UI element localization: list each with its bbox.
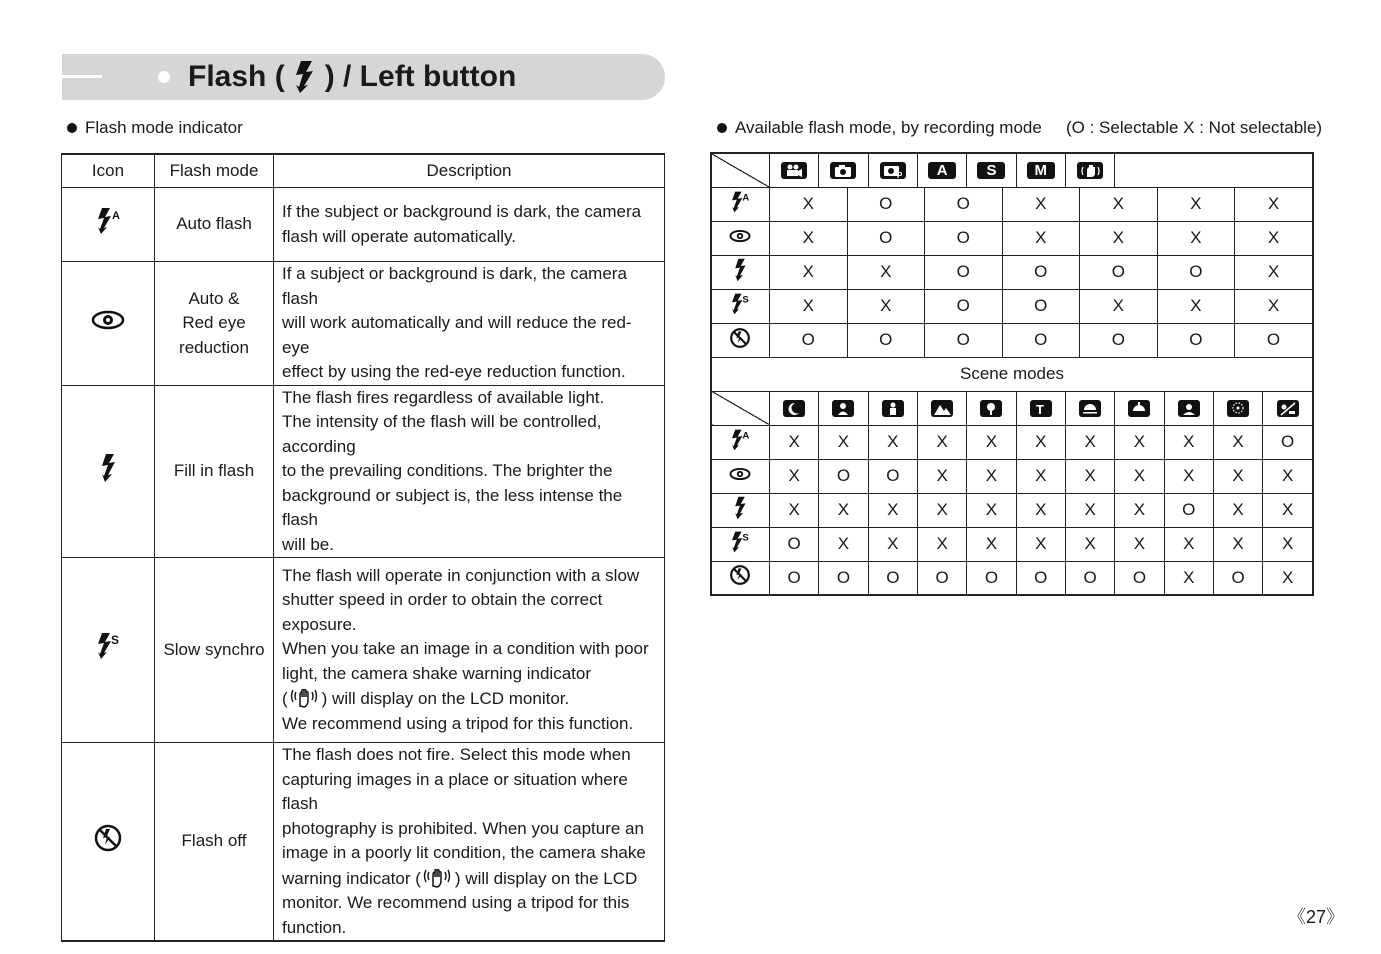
- availability-cell: X: [1213, 425, 1262, 459]
- availability-cell: X: [1263, 459, 1313, 493]
- camera-shake-icon: [290, 686, 320, 708]
- availability-cell: O: [1002, 289, 1080, 323]
- availability-cell: X: [1164, 425, 1213, 459]
- svg-text:S: S: [742, 293, 750, 305]
- scene-header-cell: [1164, 391, 1213, 425]
- header-dot: [158, 71, 170, 83]
- availability-cell: X: [1263, 527, 1313, 561]
- flash-mode-table: [61, 153, 665, 942]
- table-row: [62, 385, 665, 558]
- availability-cell: X: [847, 289, 925, 323]
- availability-cell: X: [1016, 425, 1065, 459]
- manual-mode-icon: M: [1027, 162, 1055, 179]
- scene-header-cell: [1213, 391, 1262, 425]
- availability-cell: O: [925, 289, 1003, 323]
- scene-header-cell: [868, 391, 917, 425]
- table-row: [711, 187, 1313, 221]
- scene-header-cell: [769, 391, 818, 425]
- fill-flash-icon: [732, 258, 748, 287]
- svg-text:A: A: [112, 209, 120, 222]
- mode-description: If the subject or background is dark, the camera flash will operate automatically.: [282, 202, 642, 246]
- title-suffix: ) / Left button: [324, 60, 517, 93]
- availability-cell: X: [1164, 527, 1213, 561]
- availability-cell: X: [1016, 527, 1065, 561]
- availability-cell: X: [868, 493, 917, 527]
- mode-description: The flash does not fire. Select this mode when capturing images in a place or situation where flash photography is prohibited. When you capture an image in a poorly lit condition, the camera shake warning indicator (: [282, 745, 646, 888]
- availability-cell: X: [1235, 289, 1313, 323]
- row-mode-cell: [155, 262, 274, 386]
- bullet-icon: [67, 123, 77, 133]
- scene-header-cell: [967, 391, 1016, 425]
- availability-cell: X: [769, 221, 847, 255]
- svg-text:S: S: [111, 633, 120, 648]
- table-row: [711, 493, 1313, 527]
- page-number: 《27》: [1288, 907, 1345, 927]
- row-desc-cell: [274, 262, 665, 386]
- beach-snow-icon: [1277, 400, 1299, 417]
- scene-header-cell: [1263, 391, 1313, 425]
- mode-description-cont: ) will display on the LCD monitor. We recommend using a tripod for this function.: [282, 689, 634, 733]
- availability-cell: X: [769, 425, 818, 459]
- children-icon: [882, 400, 904, 417]
- availability-cell: X: [819, 527, 868, 561]
- svg-text:A: A: [742, 191, 750, 203]
- availability-cell: X: [967, 459, 1016, 493]
- row-icon-cell: [711, 561, 769, 595]
- column-header-description: Description: [274, 154, 665, 188]
- corner-cell: [711, 153, 769, 187]
- availability-cell: X: [769, 187, 847, 221]
- available-modes-label-text: Available flash mode, by recording mode: [735, 118, 1042, 137]
- table-row: [62, 188, 665, 262]
- availability-cell: X: [769, 289, 847, 323]
- availability-cell: X: [917, 459, 966, 493]
- availability-cell: O: [1080, 323, 1158, 357]
- section-header: [62, 54, 665, 100]
- availability-cell: X: [1115, 459, 1164, 493]
- header-line: [62, 75, 102, 78]
- mode-description: If a subject or background is dark, the camera flash will work automatically and will reduce the red-eye effect by using the red-eye reduction function.: [282, 264, 632, 381]
- table-row: [711, 289, 1313, 323]
- availability-table: [710, 152, 1314, 596]
- column-header-mode: Flash mode: [155, 154, 274, 188]
- mode-header-camera: [819, 153, 868, 187]
- table-row: [711, 425, 1313, 459]
- scene-header-cell: [1016, 391, 1065, 425]
- landscape-icon: [931, 400, 953, 417]
- availability-cell: O: [847, 323, 925, 357]
- night-icon: [783, 400, 805, 417]
- camera-icon: [830, 162, 856, 179]
- row-icon-cell: [62, 558, 155, 743]
- page-title: [188, 58, 516, 96]
- table-row: [711, 221, 1313, 255]
- availability-cell: O: [1002, 323, 1080, 357]
- shutter-mode-icon: S: [977, 162, 1005, 179]
- mode-header-shutter: [967, 153, 1016, 187]
- mode-description: The flash will operate in conjunction with a slow shutter speed in order to obtain the correct exposure. When you take an image in a condition with poor light, the camera shake warning indicator (: [282, 565, 649, 709]
- availability-cell: O: [868, 459, 917, 493]
- availability-cell: X: [1213, 527, 1262, 561]
- dis-hand-icon: [1077, 162, 1103, 179]
- corner-cell: [711, 391, 769, 425]
- availability-cell: O: [769, 527, 818, 561]
- availability-cell: O: [1016, 561, 1065, 595]
- sunset-icon: [1079, 400, 1101, 417]
- availability-cell: X: [819, 425, 868, 459]
- availability-cell: O: [819, 459, 868, 493]
- availability-cell: X: [1164, 459, 1213, 493]
- flash-off-icon: [93, 823, 123, 853]
- row-icon-cell: [62, 385, 155, 558]
- availability-cell: X: [1115, 425, 1164, 459]
- recording-mode-header-row: [711, 153, 1313, 187]
- auto-flash-icon: [95, 206, 121, 236]
- row-icon-cell: [711, 527, 769, 561]
- availability-cell: O: [917, 561, 966, 595]
- mode-header-manual: [1016, 153, 1065, 187]
- mode-header-program: [868, 153, 917, 187]
- camera-shake-icon: [423, 866, 453, 888]
- mode-header-dis: [1065, 153, 1114, 187]
- selectable-legend-text: (O : Selectable X : Not selectable): [1066, 118, 1323, 137]
- availability-cell: O: [1157, 255, 1235, 289]
- fill-flash-icon: [98, 453, 118, 483]
- availability-cell: X: [1080, 221, 1158, 255]
- dawn-icon: [1128, 400, 1150, 417]
- availability-cell: X: [1235, 221, 1313, 255]
- slow-synchro-icon: [729, 292, 751, 321]
- scene-header-cell: [1115, 391, 1164, 425]
- availability-cell: O: [925, 187, 1003, 221]
- availability-cell: O: [769, 561, 818, 595]
- row-mode-cell: [155, 188, 274, 262]
- close-up-icon: [980, 400, 1002, 417]
- row-icon-cell: [711, 289, 769, 323]
- availability-cell: X: [868, 527, 917, 561]
- availability-cell: X: [917, 493, 966, 527]
- scene-modes-label: Scene modes: [711, 357, 1313, 391]
- table-row: [711, 527, 1313, 561]
- mode-header-aperture: [917, 153, 966, 187]
- row-icon-cell: [711, 187, 769, 221]
- availability-cell: O: [847, 187, 925, 221]
- availability-cell: O: [1157, 323, 1235, 357]
- flash-indicator-label: [67, 118, 243, 138]
- availability-cell: X: [917, 527, 966, 561]
- availability-cell: X: [1080, 289, 1158, 323]
- availability-cell: O: [847, 221, 925, 255]
- mode-label: Flash off: [181, 831, 247, 851]
- row-icon-cell: [62, 743, 155, 942]
- availability-cell: O: [1080, 255, 1158, 289]
- table-row: [62, 558, 665, 743]
- slow-synchro-icon: [729, 530, 751, 559]
- red-eye-icon: [729, 228, 751, 248]
- availability-cell: X: [1065, 527, 1114, 561]
- row-desc-cell: [274, 385, 665, 558]
- flash-icon: [293, 61, 317, 93]
- availability-cell: X: [1213, 459, 1262, 493]
- availability-cell: X: [868, 425, 917, 459]
- backlight-icon: [1178, 400, 1200, 417]
- availability-cell: O: [925, 255, 1003, 289]
- availability-cell: X: [769, 459, 818, 493]
- aperture-mode-icon: A: [928, 162, 956, 179]
- slow-synchro-icon: [95, 631, 121, 661]
- svg-text:A: A: [742, 429, 750, 441]
- availability-cell: O: [925, 221, 1003, 255]
- table-row: [711, 459, 1313, 493]
- flash-indicator-label-text: Flash mode indicator: [85, 118, 243, 137]
- row-desc-cell: [274, 743, 665, 942]
- mode-description: The flash fires regardless of available light. The intensity of the flash will be controlled, according to the prevailing conditions. The brighter the background or subject is, the less intense the flash will be.: [282, 387, 623, 554]
- availability-cell: X: [917, 425, 966, 459]
- availability-cell: O: [1263, 425, 1313, 459]
- mode-description-cont: ) will display on the LCD monitor. We recommend using a tripod for this function.: [282, 868, 638, 937]
- availability-cell: O: [925, 323, 1003, 357]
- availability-cell: X: [1080, 187, 1158, 221]
- flash-off-icon: [729, 564, 751, 591]
- availability-cell: X: [1016, 493, 1065, 527]
- availability-cell: O: [1235, 323, 1313, 357]
- row-icon-cell: [711, 425, 769, 459]
- portrait-icon: [832, 400, 854, 417]
- availability-cell: X: [1213, 493, 1262, 527]
- row-icon-cell: [711, 493, 769, 527]
- svg-text:T: T: [1035, 402, 1044, 418]
- availability-cell: X: [1157, 187, 1235, 221]
- availability-cell: X: [967, 425, 1016, 459]
- row-icon-cell: [62, 262, 155, 386]
- availability-cell: X: [1115, 527, 1164, 561]
- fill-flash-icon: [732, 496, 748, 525]
- availability-cell: X: [1115, 493, 1164, 527]
- fireworks-icon: [1227, 400, 1249, 417]
- availability-cell: X: [967, 493, 1016, 527]
- selectable-legend: [1066, 118, 1322, 138]
- row-desc-cell: [274, 188, 665, 262]
- table-row: [62, 262, 665, 386]
- table-header-row: [62, 154, 665, 188]
- row-icon-cell: [62, 188, 155, 262]
- column-header-icon: Icon: [62, 154, 155, 188]
- availability-cell: O: [819, 561, 868, 595]
- flash-off-icon: [729, 327, 751, 354]
- availability-cell: X: [1065, 493, 1114, 527]
- table-row: [711, 255, 1313, 289]
- availability-cell: O: [868, 561, 917, 595]
- availability-cell: O: [1164, 493, 1213, 527]
- availability-cell: X: [1164, 561, 1213, 595]
- availability-cell: X: [1002, 187, 1080, 221]
- availability-cell: X: [1002, 221, 1080, 255]
- availability-cell: X: [967, 527, 1016, 561]
- auto-flash-icon: [729, 190, 751, 219]
- red-eye-icon: [91, 309, 125, 331]
- scene-header-cell: [917, 391, 966, 425]
- mode-label: Slow synchro: [163, 639, 265, 659]
- availability-cell: X: [1157, 289, 1235, 323]
- availability-cell: O: [769, 323, 847, 357]
- row-mode-cell: [155, 743, 274, 942]
- availability-cell: X: [1065, 425, 1114, 459]
- mode-label: Fill in flash: [173, 461, 255, 480]
- red-eye-icon: [729, 466, 751, 486]
- table-row: [711, 323, 1313, 357]
- available-modes-label: [717, 118, 1042, 138]
- mode-header-movie: [769, 153, 818, 187]
- mode-label: Auto flash: [176, 214, 252, 234]
- row-icon-cell: [711, 459, 769, 493]
- row-desc-cell: [274, 558, 665, 743]
- scene-header-cell: [819, 391, 868, 425]
- mode-label: Auto & Red eye reduction: [179, 288, 249, 357]
- table-row: [62, 743, 665, 942]
- row-icon-cell: [711, 323, 769, 357]
- availability-cell: O: [1065, 561, 1114, 595]
- text-icon: [1030, 400, 1052, 417]
- title-prefix: Flash (: [188, 60, 285, 93]
- availability-cell: X: [769, 255, 847, 289]
- movie-icon: [781, 162, 807, 179]
- availability-cell: O: [1115, 561, 1164, 595]
- availability-cell: X: [819, 493, 868, 527]
- availability-cell: X: [1157, 221, 1235, 255]
- availability-cell: O: [1002, 255, 1080, 289]
- scene-header-cell: [1065, 391, 1114, 425]
- availability-cell: X: [1263, 561, 1313, 595]
- auto-flash-icon: [729, 428, 751, 457]
- availability-cell: X: [1016, 459, 1065, 493]
- svg-text:P: P: [896, 171, 903, 180]
- row-icon-cell: [711, 221, 769, 255]
- availability-cell: X: [1065, 459, 1114, 493]
- scene-header-row: [711, 391, 1313, 425]
- row-icon-cell: [711, 255, 769, 289]
- availability-cell: X: [1235, 187, 1313, 221]
- table-row: [711, 561, 1313, 595]
- availability-cell: X: [1235, 255, 1313, 289]
- bullet-icon: [717, 123, 727, 133]
- row-mode-cell: [155, 558, 274, 743]
- row-mode-cell: [155, 385, 274, 558]
- program-camera-icon: [880, 162, 906, 179]
- scene-modes-row: [711, 357, 1313, 391]
- availability-cell: X: [1263, 493, 1313, 527]
- svg-text:S: S: [742, 531, 750, 543]
- availability-cell: O: [1213, 561, 1262, 595]
- availability-cell: X: [847, 255, 925, 289]
- availability-cell: X: [769, 493, 818, 527]
- availability-cell: O: [967, 561, 1016, 595]
